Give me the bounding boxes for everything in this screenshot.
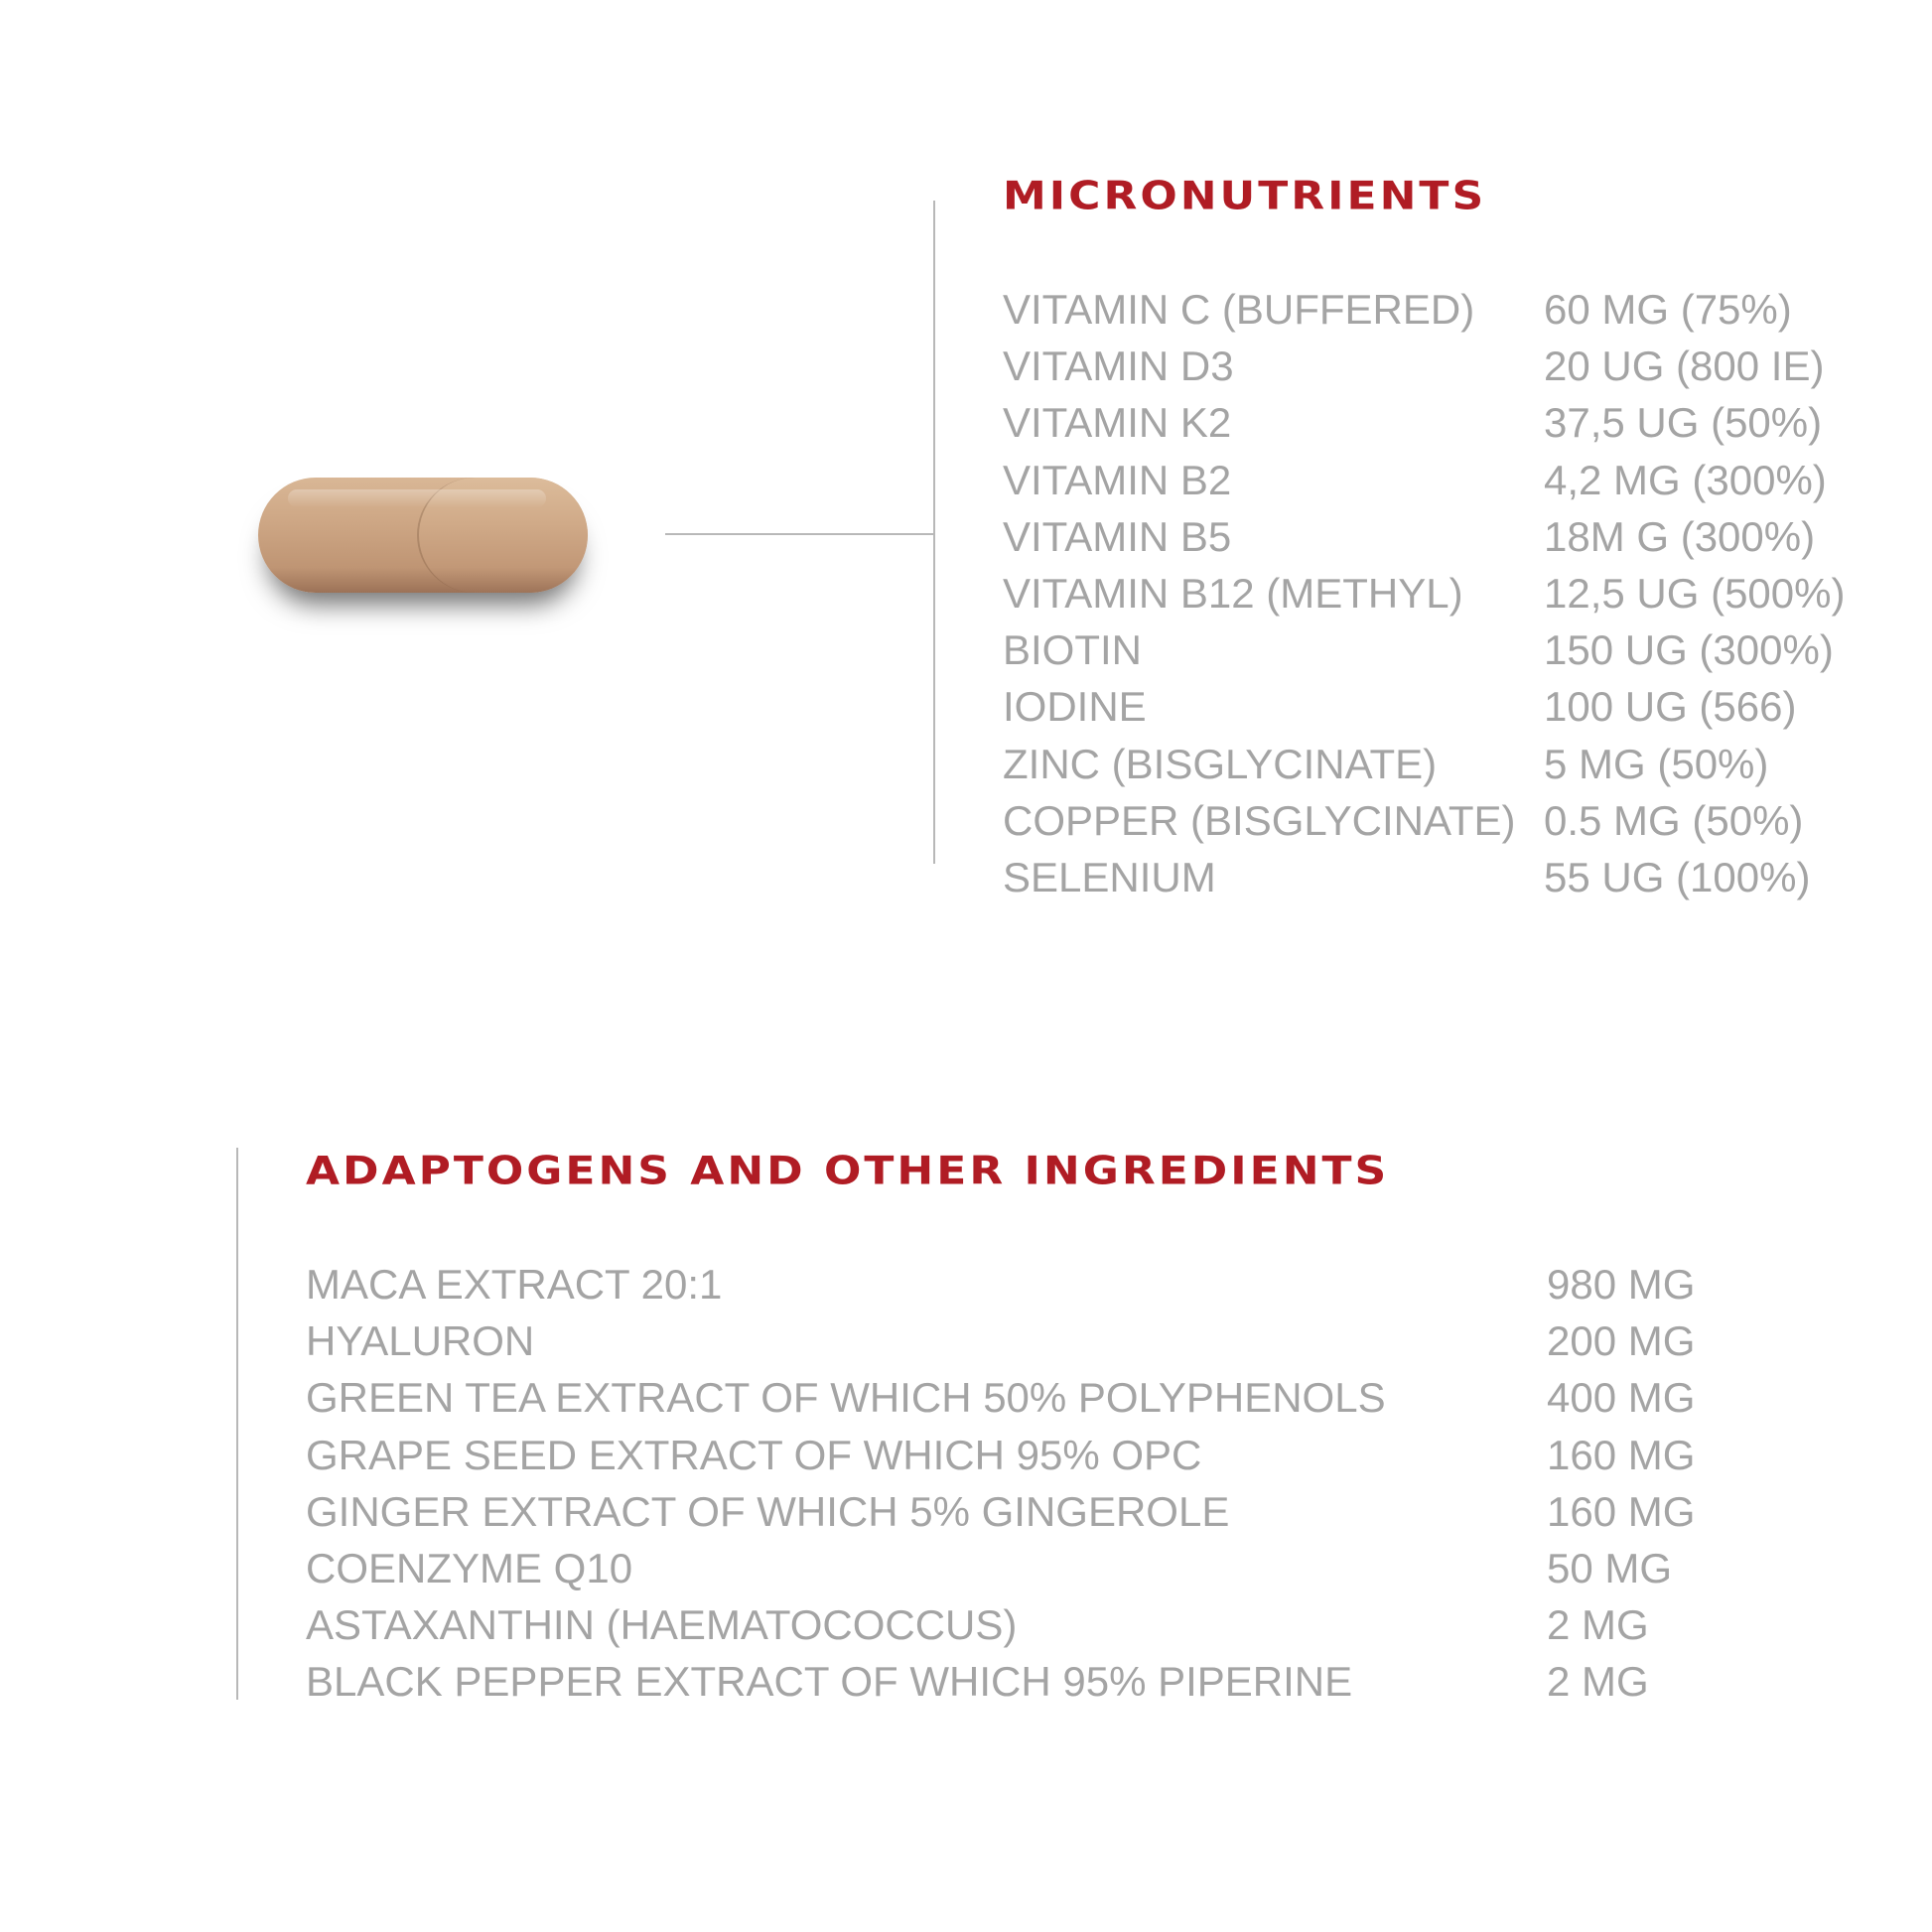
- adaptogens-divider: [236, 1148, 238, 1700]
- list-item: [306, 1256, 1745, 1312]
- micronutrients-divider: [933, 201, 935, 864]
- ingredient-amount: 160 MG: [1547, 1431, 1696, 1478]
- ingredient-name: IODINE: [1003, 683, 1147, 731]
- ingredient-amount: 400 MG: [1547, 1374, 1696, 1422]
- ingredient-name: COENZYME Q10: [306, 1544, 633, 1591]
- list-item: [1003, 792, 1896, 849]
- list-item: [1003, 394, 1896, 451]
- ingredient-name: ZINC (BISGLYCINATE): [1003, 740, 1438, 787]
- ingredient-name: BIOTIN: [1003, 626, 1143, 674]
- ingredient-name: HYALURON: [306, 1317, 535, 1365]
- ingredient-name: GRAPE SEED EXTRACT OF WHICH 95% OPC: [306, 1431, 1202, 1478]
- ingredient-amount: 2 MG: [1547, 1601, 1649, 1649]
- list-item: [306, 1369, 1745, 1426]
- ingredient-name: VITAMIN B5: [1003, 512, 1232, 560]
- ingredient-amount: 2 MG: [1547, 1658, 1649, 1706]
- ingredient-amount: 0.5 MG (50%): [1544, 796, 1804, 844]
- list-item: [1003, 338, 1896, 394]
- ingredient-name: ASTAXANTHIN (HAEMATOCOCCUS): [306, 1601, 1018, 1649]
- list-item: [306, 1653, 1745, 1710]
- list-item: [306, 1427, 1745, 1483]
- ingredient-name: MACA EXTRACT 20:1: [306, 1261, 723, 1308]
- ingredient-amount: 18M G (300%): [1544, 512, 1816, 560]
- list-item: [1003, 452, 1896, 508]
- ingredient-name: SELENIUM: [1003, 853, 1216, 900]
- micronutrients-list: [1003, 281, 1896, 905]
- ingredient-name: VITAMIN D3: [1003, 343, 1234, 390]
- list-item: [306, 1540, 1745, 1596]
- ingredient-amount: 4,2 MG (300%): [1544, 456, 1827, 503]
- list-item: [1003, 849, 1896, 905]
- ingredient-name: VITAMIN C (BUFFERED): [1003, 286, 1475, 333]
- list-item: [1003, 281, 1896, 338]
- ingredient-name: VITAMIN B12 (METHYL): [1003, 569, 1463, 617]
- ingredient-amount: 60 MG (75%): [1544, 286, 1792, 333]
- list-item: [306, 1596, 1745, 1653]
- ingredient-amount: 100 UG (566): [1544, 683, 1797, 731]
- adaptogens-title: ADAPTOGENS AND OTHER INGREDIENTS: [306, 1148, 1390, 1194]
- ingredient-name: GINGER EXTRACT OF WHICH 5% GINGEROLE: [306, 1487, 1230, 1535]
- ingredient-name: VITAMIN K2: [1003, 399, 1232, 447]
- ingredient-name: COPPER (BISGLYCINATE): [1003, 796, 1516, 844]
- ingredient-name: BLACK PEPPER EXTRACT OF WHICH 95% PIPERINE: [306, 1658, 1353, 1706]
- list-item: [1003, 736, 1896, 792]
- ingredient-name: VITAMIN B2: [1003, 456, 1232, 503]
- ingredient-amount: 160 MG: [1547, 1487, 1696, 1535]
- ingredient-amount: 12,5 UG (500%): [1544, 569, 1846, 617]
- list-item: [1003, 565, 1896, 621]
- capsule-highlight: [288, 489, 546, 507]
- ingredient-name: GREEN TEA EXTRACT OF WHICH 50% POLYPHENOLS: [306, 1374, 1386, 1422]
- list-item: [1003, 678, 1896, 735]
- ingredient-amount: 980 MG: [1547, 1261, 1696, 1308]
- list-item: [1003, 621, 1896, 678]
- adaptogens-list: [306, 1256, 1745, 1711]
- capsule-image: [258, 478, 588, 593]
- connector-line: [665, 533, 933, 535]
- list-item: [306, 1312, 1745, 1369]
- ingredient-amount: 55 UG (100%): [1544, 853, 1811, 900]
- list-item: [1003, 508, 1896, 565]
- ingredient-amount: 150 UG (300%): [1544, 626, 1834, 674]
- micronutrients-title: MICRONUTRIENTS: [1003, 173, 1487, 219]
- ingredient-amount: 200 MG: [1547, 1317, 1696, 1365]
- ingredient-amount: 20 UG (800 IE): [1544, 343, 1825, 390]
- ingredient-amount: 50 MG: [1547, 1544, 1673, 1591]
- ingredient-amount: 5 MG (50%): [1544, 740, 1769, 787]
- ingredient-amount: 37,5 UG (50%): [1544, 399, 1823, 447]
- list-item: [306, 1483, 1745, 1540]
